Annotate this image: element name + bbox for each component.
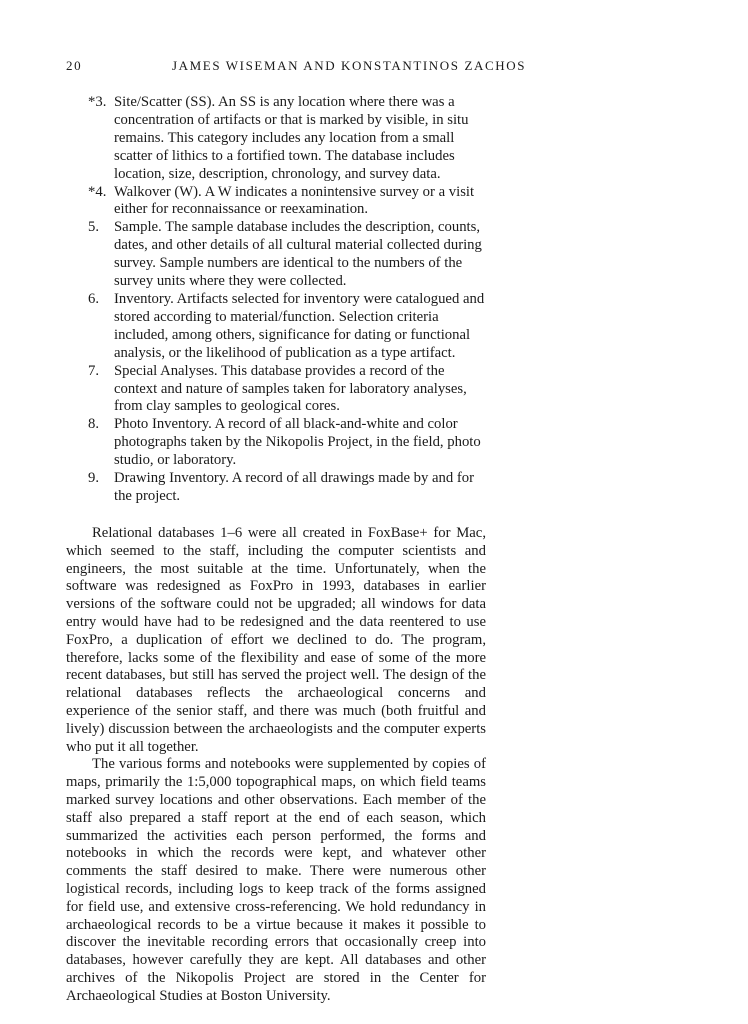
list-item [88,416,486,470]
list-item-number: *3. [88,94,107,110]
paragraph: Relational databases 1–6 were all created in FoxBase+ for Mac, which seemed to the staff, including the computer scientists and engineers, the most suitable at the time. Unfortunately, when the software was redesigned as FoxPro in 1993, databases in earlier versions of the software could not be upgraded; all windows for data entry would have had to be redesigned and the data reentered to use FoxPro, a duplication of effort we declined to do. The program, therefore, lacks some of the flexibility and ease of some of the more recent databases, but still has served the project well. The design of the relational databases reflects the archaeological concerns and experience of the senior staff, and there was much (both fruitful and lively) discussion between the archaeologists and the computer experts who put it all together. [66,525,486,755]
running-head-authors: JAMES WISEMAN AND KONSTANTINOS ZACHOS [172,58,527,73]
list-item-text: Special Analyses. This database provides a record of the context and nature of samples taken for laboratory analyses, from clay samples to geological cores. [114,362,467,415]
list-item [88,94,486,184]
list-item-text: Walkover (W). A W indicates a nonintensive survey or a visit either for reconnaissance or reexamination. [114,183,475,218]
list-item-text: Site/Scatter (SS). An SS is any location where there was a concentration of artifacts or that is marked by visible, in situ remains. This category includes any location from a small scatter of lithics to a fortified town. The database includes location, size, description, chronology, and survey data. [114,94,469,182]
database-list [88,94,486,506]
running-head [66,58,527,78]
page-number: 20 [66,58,83,73]
list-item-number: 5. [88,219,100,236]
body-text [66,525,486,1006]
list-item [88,219,486,291]
list-item [88,184,486,220]
list-item-number: 9. [88,470,100,487]
list-item-number: 6. [88,290,100,307]
list-item-number: 8. [88,416,100,433]
paragraph: The various forms and notebooks were supplemented by copies of maps, primarily the 1:5,000 topographical maps, on which field teams marked survey locations and other observations. Each member of the staff also prepared a staff report at the end of each season, which summarized the activities each person performed, the forms and notebooks in which the records were kept, and whatever other comments the staff desired to make. There were numerous other logistical records, including logs to keep track of the forms assigned for field use, and extensive cross-referencing. We hold redundancy in archaeological records to be a virtue because it makes it possible to discover the inevitable recording errors that occasionally creep into databases, however carefully they are kept. All databases and other archives of the Nikopolis Project are stored in the Center for Archaeological Studies at Boston University. [66,756,486,1004]
list-item [88,291,486,363]
list-item-number: 7. [88,362,100,379]
list-item-text: Inventory. Artifacts selected for inventory were catalogued and stored according to material/function. Selection criteria included, among others, significance for dating or functional analysis, or the likelihood of publication as a type artifact. [114,290,485,361]
list-item [88,470,486,506]
list-item-text: Sample. The sample database includes the description, counts, dates, and other details of all cultural material collected during survey. Sample numbers are identical to the numbers of the survey units where they were collected. [114,219,482,290]
list-item-number: *4. [88,183,107,200]
list-item-text: Drawing Inventory. A record of all drawings made by and for the project. [114,470,475,504]
list-item-text: Photo Inventory. A record of all black-and-white and color photographs taken by the Nikopolis Project, in the field, photo studio, or laboratory. [114,416,481,469]
list-item [88,363,486,417]
